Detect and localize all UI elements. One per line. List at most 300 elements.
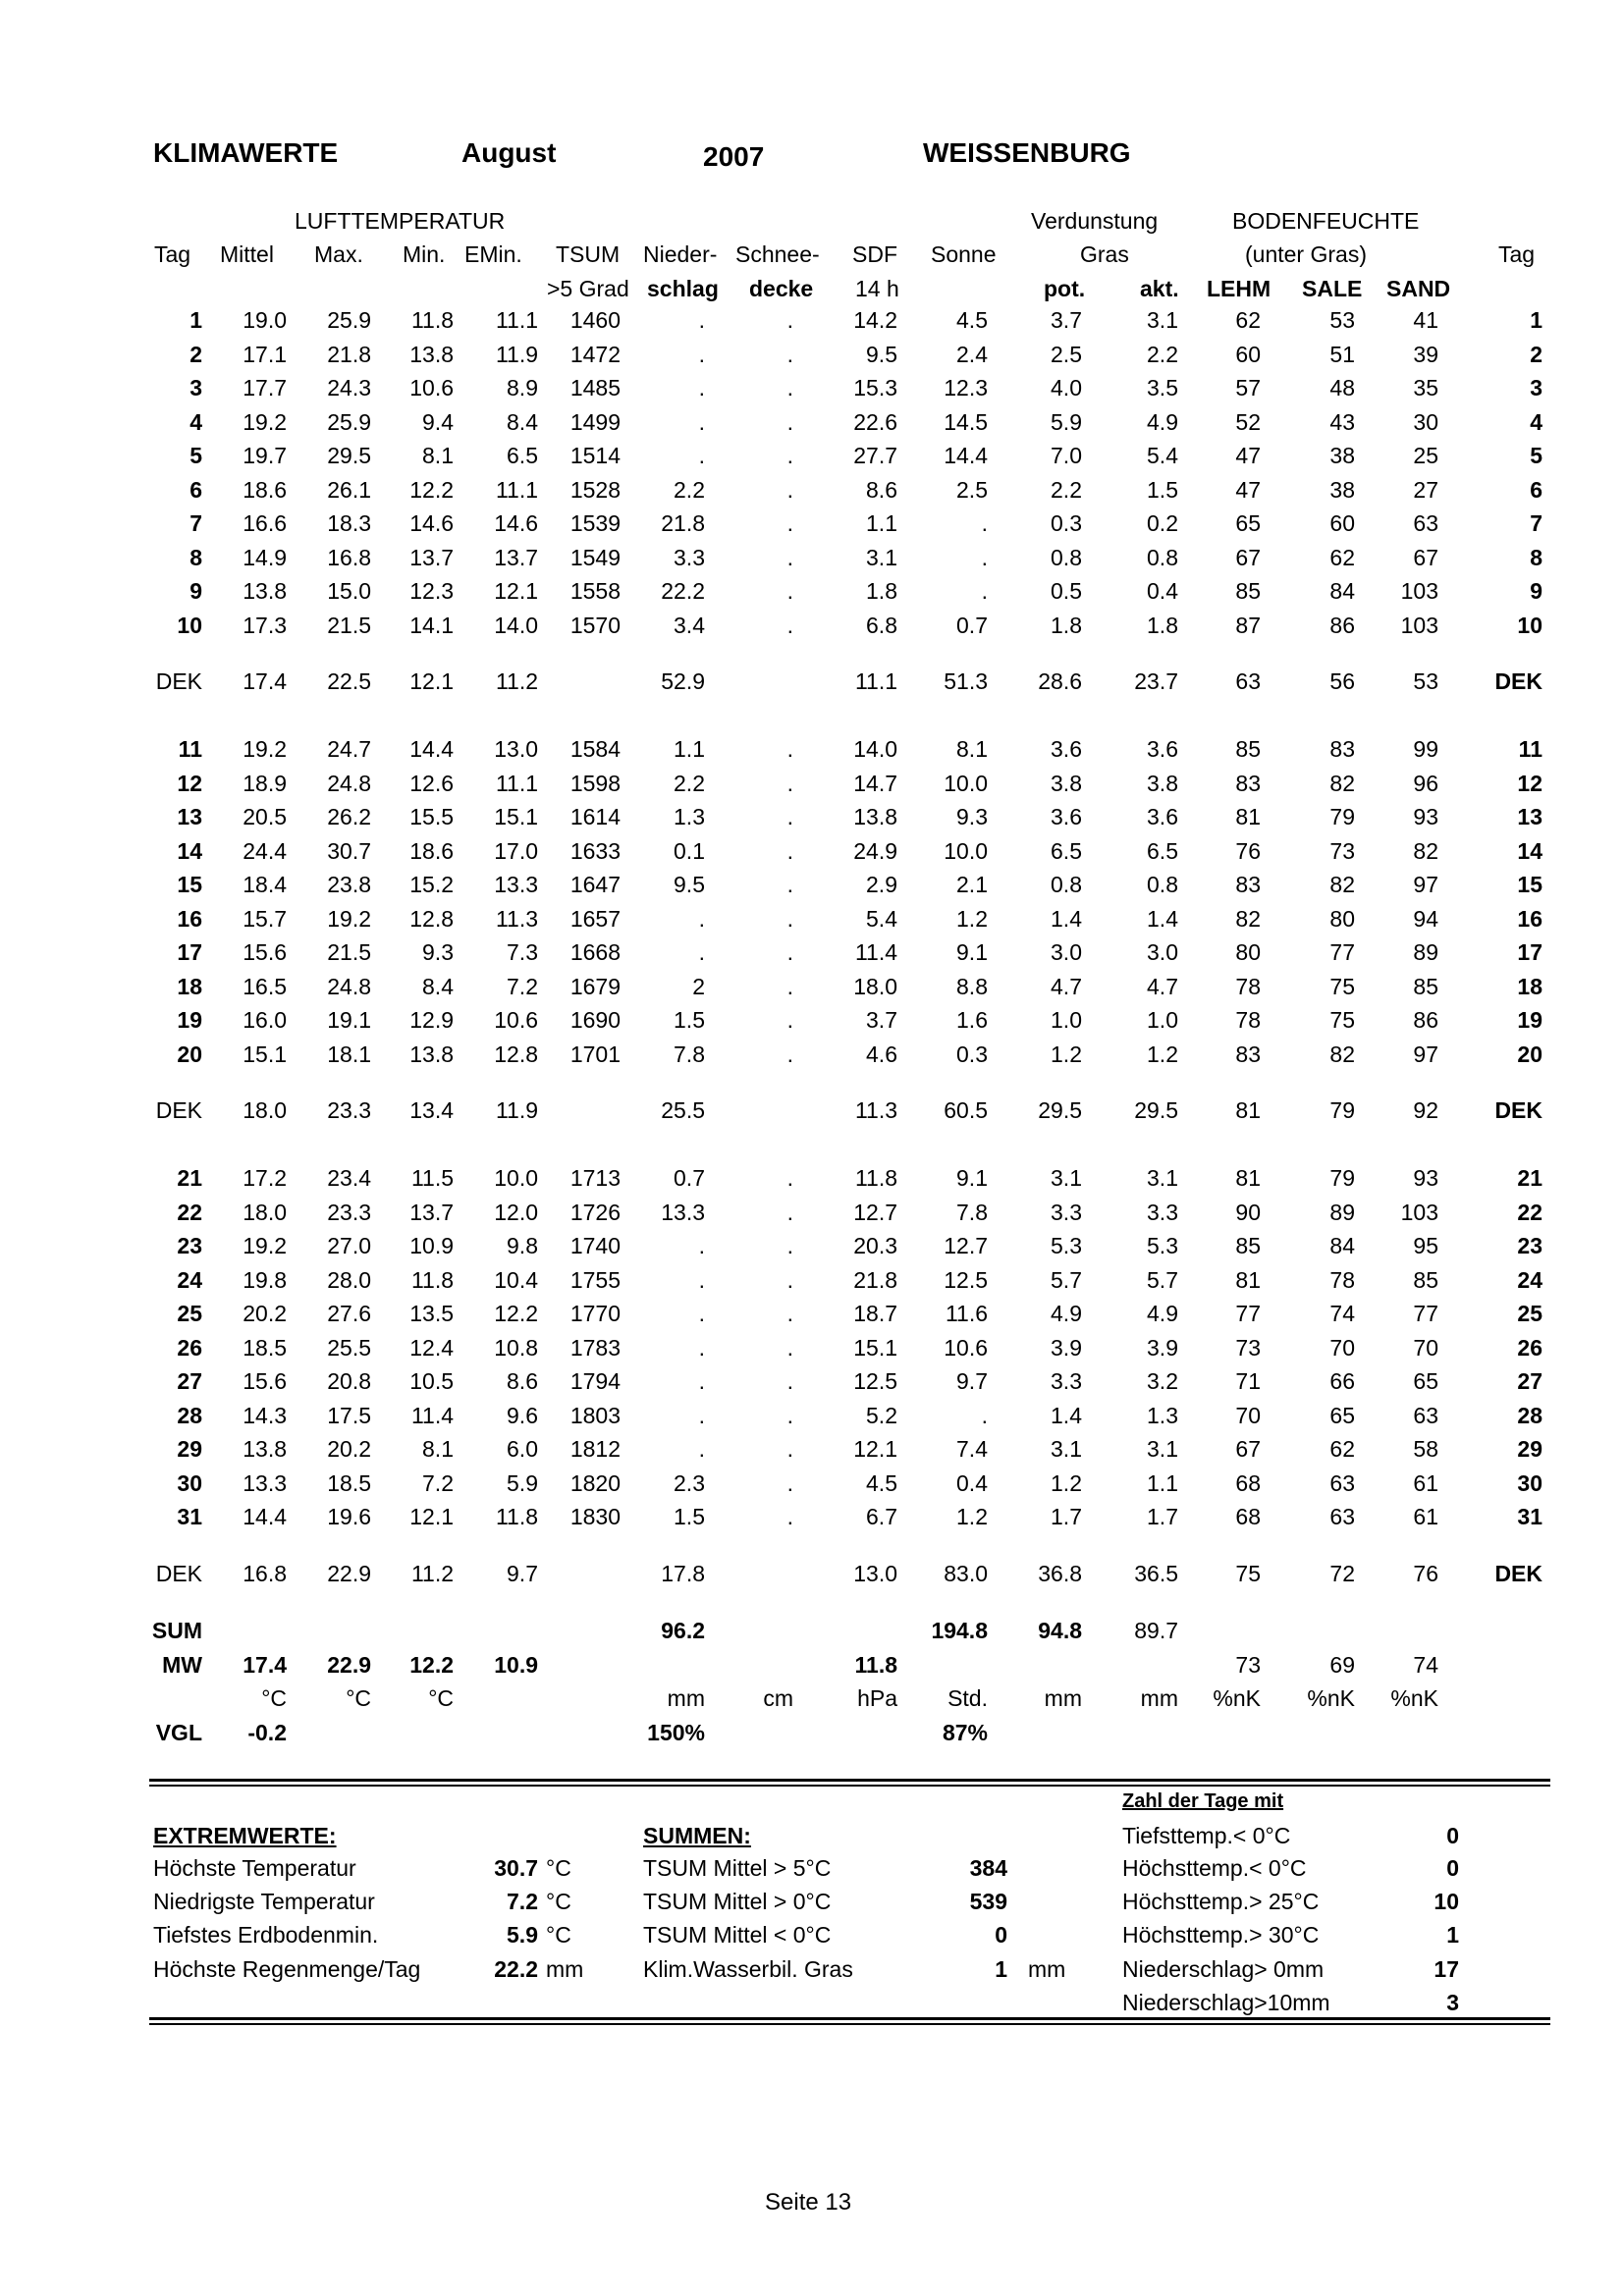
table-cell: 4.0 — [1051, 375, 1082, 400]
table-cell: 1.4 — [1051, 1402, 1082, 1428]
extremwerte-unit: °C — [546, 1922, 571, 1948]
table-cell — [909, 1650, 988, 1680]
table-cell: 66 — [1329, 1368, 1355, 1394]
table-cell: 4.9 — [1147, 408, 1178, 435]
table-cell: 2.5 — [956, 476, 988, 503]
table-cell: 15.6 — [243, 939, 287, 965]
table-cell: 2.4 — [956, 341, 988, 367]
table-cell: 8.1 — [956, 736, 988, 762]
table-cell: °C — [428, 1685, 454, 1711]
table-cell: 1820 — [569, 1469, 621, 1496]
report-year: 2007 — [703, 141, 765, 172]
table-cell: 8.6 — [507, 1368, 538, 1394]
group-header-verdunstung: Verdunstung — [1031, 208, 1159, 234]
table-cell: DEK — [1494, 1097, 1542, 1123]
table-cell: 13 — [1517, 804, 1542, 829]
table-cell: 4.5 — [956, 307, 988, 333]
separator-line-bottom — [149, 1785, 1550, 1787]
table-cell: . — [698, 939, 705, 965]
table-cell: 82 — [1329, 770, 1355, 796]
table-cell: . — [981, 544, 988, 570]
table-cell: 5.4 — [1147, 443, 1178, 468]
table-cell: 83 — [1329, 736, 1355, 762]
table-cell: 9.5 — [674, 872, 705, 897]
table-cell — [375, 1616, 454, 1645]
table-cell: 15.5 — [409, 804, 454, 829]
table-cell: 20.5 — [243, 804, 287, 829]
table-cell: 17 — [1517, 939, 1542, 965]
col-header-tag: Tag — [154, 241, 191, 267]
table-cell: 15.7 — [243, 905, 287, 932]
table-cell: . — [786, 872, 793, 897]
table-cell: 65 — [1413, 1368, 1438, 1394]
table-cell: 18.9 — [243, 770, 287, 796]
table-cell: 22 — [177, 1199, 202, 1225]
table-cell: 93 — [1413, 1165, 1438, 1191]
table-cell — [542, 667, 621, 696]
table-cell: 1713 — [569, 1165, 621, 1191]
table-cell: 3.8 — [1051, 770, 1082, 796]
table-cell — [293, 1616, 371, 1645]
table-cell: 1558 — [569, 578, 621, 604]
table-cell: 9.8 — [507, 1233, 538, 1258]
table-cell: . — [786, 804, 793, 829]
table-cell: 73 — [1235, 1334, 1261, 1361]
table-cell: 8.4 — [507, 408, 538, 435]
table-cell: 12.8 — [409, 905, 454, 932]
table-cell: 18.0 — [243, 1097, 287, 1123]
table-cell: 7.2 — [507, 973, 538, 999]
table-cell: 8.8 — [956, 973, 988, 999]
table-cell: 1539 — [569, 510, 621, 536]
table-cell — [542, 1616, 621, 1645]
table-cell: 18 — [1517, 973, 1542, 999]
table-cell: 25.9 — [327, 307, 371, 333]
table-cell — [460, 1683, 538, 1713]
table-cell: 3.1 — [1147, 1165, 1178, 1191]
table-cell: 1.2 — [1147, 1041, 1178, 1067]
table-cell: 23.3 — [327, 1097, 371, 1123]
table-cell — [460, 1616, 538, 1645]
table-cell: 14.1 — [409, 612, 454, 638]
table-cell: 60.5 — [944, 1097, 988, 1123]
table-cell: 2.3 — [674, 1469, 705, 1496]
table-cell: 10.4 — [494, 1266, 538, 1293]
table-cell: . — [786, 1368, 793, 1394]
table-cell: 1794 — [569, 1368, 621, 1394]
table-cell: 19.0 — [243, 307, 287, 333]
table-cell: 6.5 — [1147, 837, 1178, 864]
table-cell: 22.6 — [853, 408, 897, 435]
table-cell: 14.4 — [944, 443, 988, 468]
table-cell: 6.0 — [507, 1436, 538, 1462]
zahl-der-tage-value: 0 — [1446, 1823, 1459, 1848]
table-cell: . — [786, 1041, 793, 1067]
table-cell: 1584 — [569, 736, 621, 762]
table-cell: 20.2 — [243, 1301, 287, 1326]
table-cell: 1.3 — [674, 804, 705, 829]
zahl-der-tage-value: 17 — [1434, 1956, 1459, 1982]
extremwerte-value: 22.2 — [494, 1956, 538, 1982]
table-cell — [715, 667, 793, 696]
table-cell: 29 — [1517, 1436, 1542, 1462]
table-cell: 21.8 — [661, 510, 705, 536]
table-cell: 0.2 — [1147, 510, 1178, 536]
table-cell: 1.3 — [1147, 1402, 1178, 1428]
table-cell: 73 — [1235, 1652, 1261, 1678]
table-cell: 1.2 — [1051, 1469, 1082, 1496]
table-cell: 11.8 — [410, 307, 454, 333]
table-cell: 103 — [1400, 612, 1438, 638]
table-cell: 1.5 — [1147, 476, 1178, 503]
summen-label: TSUM Mittel < 0°C — [643, 1922, 832, 1948]
table-cell: 20 — [1517, 1041, 1542, 1067]
table-cell — [1276, 1718, 1355, 1747]
table-cell: 19 — [177, 1007, 202, 1033]
table-cell: 8 — [1530, 544, 1542, 570]
table-cell — [715, 1718, 793, 1747]
table-cell: 18.3 — [327, 510, 371, 536]
table-cell: 3.3 — [674, 544, 705, 570]
table-cell: 12.3 — [409, 578, 454, 604]
table-cell: 1.2 — [956, 1504, 988, 1529]
table-cell: 48 — [1329, 375, 1355, 400]
table-cell: 11.8 — [854, 1165, 897, 1191]
zahl-der-tage-label: Höchsttemp.> 25°C — [1122, 1889, 1320, 1914]
summen-unit: mm — [1028, 1956, 1066, 1982]
table-cell: 2.1 — [956, 872, 988, 897]
table-cell: 15.6 — [243, 1368, 287, 1394]
table-cell: 26.2 — [327, 804, 371, 829]
table-cell: 11.9 — [495, 1097, 538, 1123]
table-cell: 14.3 — [243, 1402, 287, 1428]
table-cell: cm — [763, 1685, 793, 1711]
table-cell: -0.2 — [247, 1720, 287, 1745]
table-cell: 68 — [1235, 1504, 1261, 1529]
table-cell: 29.5 — [1038, 1097, 1082, 1123]
table-cell: 29.5 — [1134, 1097, 1178, 1123]
table-cell: . — [786, 1007, 793, 1033]
table-cell: 7 — [1530, 510, 1542, 536]
table-cell: 18.5 — [327, 1469, 371, 1496]
table-cell — [542, 1718, 621, 1747]
table-cell: 53 — [1413, 668, 1438, 694]
table-cell: 89 — [1329, 1199, 1355, 1225]
table-cell: 82 — [1235, 905, 1261, 932]
table-cell: 93 — [1413, 804, 1438, 829]
table-cell — [542, 1095, 621, 1125]
col-subheader-schnee: decke — [749, 276, 814, 301]
table-cell: . — [786, 1334, 793, 1361]
table-cell: 10.0 — [944, 770, 988, 796]
table-cell: 22.5 — [327, 668, 371, 694]
col-subheader-sand: SAND — [1386, 276, 1451, 301]
table-cell: 4 — [189, 408, 202, 435]
table-cell — [1464, 1718, 1542, 1747]
table-cell: 81 — [1235, 1097, 1261, 1123]
table-cell: 11 — [1518, 736, 1542, 762]
table-cell: 60 — [1235, 341, 1261, 367]
table-cell: 9 — [1530, 578, 1542, 604]
table-cell: 1.7 — [1051, 1504, 1082, 1529]
table-cell: 7.8 — [674, 1041, 705, 1067]
table-cell — [1003, 1718, 1082, 1747]
table-cell: 1726 — [569, 1199, 621, 1225]
table-cell: 10.0 — [494, 1165, 538, 1191]
table-cell: 22.2 — [661, 578, 705, 604]
table-cell: 12.3 — [944, 375, 988, 400]
table-cell: 5 — [189, 443, 202, 468]
table-cell: 85 — [1413, 973, 1438, 999]
table-cell: 2.2 — [1147, 341, 1178, 367]
extremwerte-label: Höchste Regenmenge/Tag — [153, 1956, 421, 1982]
table-cell: 30.7 — [327, 837, 371, 864]
extremwerte-label: Höchste Temperatur — [153, 1855, 356, 1881]
table-cell: 60 — [1329, 510, 1355, 536]
table-cell: 1485 — [569, 375, 621, 400]
table-cell: . — [786, 905, 793, 932]
table-cell: 83 — [1235, 1041, 1261, 1067]
table-cell — [208, 1616, 287, 1645]
table-cell: 1701 — [569, 1041, 621, 1067]
table-cell: 11.8 — [854, 1652, 897, 1678]
table-cell: 5.7 — [1147, 1266, 1178, 1293]
table-cell: 15.1 — [853, 1334, 897, 1361]
table-cell — [626, 1650, 705, 1680]
table-cell: 14 — [177, 837, 202, 864]
col-header-sdf: SDF — [852, 241, 897, 267]
table-cell: 11 — [178, 736, 202, 762]
col-header-emin: EMin. — [464, 241, 522, 267]
extremwerte-unit: °C — [546, 1889, 571, 1914]
table-cell: 85 — [1235, 1233, 1261, 1258]
col-header-tsum: TSUM — [556, 241, 621, 267]
table-cell: 85 — [1235, 736, 1261, 762]
table-cell: 3.6 — [1051, 804, 1082, 829]
table-cell: 11.4 — [410, 1402, 454, 1428]
table-cell: 13.3 — [243, 1469, 287, 1496]
table-cell: 7.3 — [507, 939, 538, 965]
table-cell: 25 — [1413, 443, 1438, 468]
zahl-der-tage-label: Niederschlag>10mm — [1122, 1990, 1330, 2015]
table-cell: 81 — [1235, 1266, 1261, 1293]
table-cell: 18 — [177, 973, 202, 999]
table-cell: 16.8 — [327, 544, 371, 570]
table-cell: . — [786, 1301, 793, 1326]
table-cell: 19.7 — [243, 443, 287, 468]
table-cell: 2.5 — [1051, 341, 1082, 367]
table-cell: 17.4 — [243, 1652, 287, 1678]
table-cell: 17 — [177, 939, 202, 965]
table-cell: 11.8 — [410, 1266, 454, 1293]
table-cell: 1.0 — [1051, 1007, 1082, 1033]
table-cell — [819, 1718, 897, 1747]
table-cell: 4.9 — [1147, 1301, 1178, 1326]
table-cell: 1755 — [569, 1266, 621, 1293]
table-cell: 4.5 — [866, 1469, 897, 1496]
extremwerte-value: 30.7 — [494, 1855, 538, 1881]
table-cell: 24.9 — [853, 837, 897, 864]
table-cell: 12.7 — [944, 1233, 988, 1258]
table-cell: 13 — [177, 804, 202, 829]
table-cell: 78 — [1235, 973, 1261, 999]
table-cell: 3.6 — [1051, 736, 1082, 762]
table-cell: 82 — [1329, 872, 1355, 897]
table-cell: 85 — [1413, 1266, 1438, 1293]
table-cell: 41 — [1413, 307, 1438, 333]
table-cell: 8 — [189, 544, 202, 570]
table-cell: 56 — [1329, 668, 1355, 694]
table-cell: 7.2 — [422, 1469, 454, 1496]
table-cell: 76 — [1413, 1561, 1438, 1586]
table-cell: 68 — [1235, 1469, 1261, 1496]
table-cell: 3.3 — [1147, 1199, 1178, 1225]
table-cell: 15.3 — [853, 375, 897, 400]
table-cell: 96 — [1413, 770, 1438, 796]
table-cell: 0.8 — [1147, 872, 1178, 897]
table-cell: 11.1 — [495, 307, 538, 333]
table-cell: 12.1 — [494, 578, 538, 604]
table-cell: 52 — [1235, 408, 1261, 435]
zahl-der-tage-label: Tiefsttemp.< 0°C — [1122, 1823, 1291, 1848]
table-cell: 83.0 — [944, 1561, 988, 1586]
table-cell: 11.4 — [854, 939, 897, 965]
table-cell: 52.9 — [661, 668, 705, 694]
table-cell: 21 — [177, 1165, 202, 1191]
table-cell: 1.1 — [674, 736, 705, 762]
table-cell: 11.2 — [410, 1561, 454, 1586]
table-cell: 17.5 — [327, 1402, 371, 1428]
table-cell: 5.7 — [1051, 1266, 1082, 1293]
table-cell: 19.2 — [243, 1233, 287, 1258]
table-cell: . — [786, 1402, 793, 1428]
table-cell: 65 — [1329, 1402, 1355, 1428]
table-cell — [1100, 1650, 1178, 1680]
table-cell: 23.8 — [327, 872, 371, 897]
table-cell: 10.0 — [944, 837, 988, 864]
table-cell: 65 — [1235, 510, 1261, 536]
table-cell: 24 — [177, 1266, 202, 1293]
table-cell: 13.8 — [409, 341, 454, 367]
table-cell: 86 — [1329, 612, 1355, 638]
table-cell: . — [786, 476, 793, 503]
table-cell: 13.8 — [243, 578, 287, 604]
table-cell: 15 — [1517, 872, 1542, 897]
table-cell: 10.5 — [409, 1368, 454, 1394]
table-cell: 3.6 — [1147, 804, 1178, 829]
table-cell: 11.2 — [495, 668, 538, 694]
extremwerte-value: 7.2 — [507, 1889, 538, 1914]
table-cell: 36.5 — [1134, 1561, 1178, 1586]
table-cell: 18.1 — [327, 1041, 371, 1067]
table-cell: 3.3 — [1051, 1199, 1082, 1225]
extremwerte-value: 5.9 — [507, 1922, 538, 1948]
table-cell: 76 — [1235, 837, 1261, 864]
table-cell: 77 — [1413, 1301, 1438, 1326]
table-cell: 24.3 — [327, 375, 371, 400]
table-cell: 17.8 — [661, 1561, 705, 1586]
table-cell: 87 — [1235, 612, 1261, 638]
table-cell: 1668 — [569, 939, 621, 965]
table-cell: 95 — [1413, 1233, 1438, 1258]
table-cell: 14.6 — [409, 510, 454, 536]
table-cell: 6.5 — [1051, 837, 1082, 864]
table-cell: 7.0 — [1051, 443, 1082, 468]
zahl-der-tage-value: 3 — [1446, 1990, 1459, 2015]
table-cell: 18.4 — [243, 872, 287, 897]
table-cell: VGL — [155, 1720, 202, 1745]
table-cell: 67 — [1413, 544, 1438, 570]
table-cell: 11.6 — [945, 1301, 988, 1326]
table-cell: 12.1 — [409, 668, 454, 694]
page-number: Seite 13 — [765, 2189, 852, 2216]
table-cell: 3.1 — [1147, 1436, 1178, 1462]
table-cell: 2.2 — [674, 476, 705, 503]
table-cell: 2 — [1530, 341, 1542, 367]
table-cell: 78 — [1235, 1007, 1261, 1033]
table-cell: 10 — [1517, 612, 1542, 638]
table-cell: 9.7 — [507, 1561, 538, 1586]
table-cell: 10.8 — [494, 1334, 538, 1361]
table-cell: . — [698, 443, 705, 468]
table-cell: . — [786, 1266, 793, 1293]
table-cell: 25 — [177, 1301, 202, 1326]
table-cell: 11.5 — [410, 1165, 454, 1191]
table-cell: %nK — [1390, 1685, 1438, 1711]
table-cell: 83 — [1235, 872, 1261, 897]
table-cell — [1182, 1718, 1261, 1747]
table-cell: 57 — [1235, 375, 1261, 400]
extremwerte-label: Tiefstes Erdbodenmin. — [153, 1922, 379, 1948]
table-cell: mm — [1140, 1685, 1178, 1711]
table-cell: 16.8 — [243, 1561, 287, 1586]
col-subheader-sale: SALE — [1302, 276, 1363, 301]
table-cell: 1783 — [569, 1334, 621, 1361]
table-cell: 1647 — [569, 872, 621, 897]
table-cell: 22.9 — [327, 1561, 371, 1586]
table-cell: 39 — [1413, 341, 1438, 367]
table-cell: 80 — [1235, 939, 1261, 965]
table-cell: 24.7 — [327, 736, 371, 762]
table-cell: 79 — [1329, 1097, 1355, 1123]
table-cell: 63 — [1329, 1469, 1355, 1496]
table-cell: . — [981, 578, 988, 604]
table-cell: 92 — [1413, 1097, 1438, 1123]
table-cell: 15.2 — [409, 872, 454, 897]
table-cell: 9.3 — [422, 939, 454, 965]
col-subheader-sdf: 14 h — [855, 276, 899, 301]
table-cell: 21.5 — [327, 939, 371, 965]
table-cell: 94 — [1413, 905, 1438, 932]
table-cell: 13.7 — [409, 1199, 454, 1225]
table-cell: . — [698, 1402, 705, 1428]
table-cell — [819, 1616, 897, 1645]
table-cell: 1.7 — [1147, 1504, 1178, 1529]
table-cell: 28 — [1517, 1402, 1542, 1428]
table-cell — [1464, 1683, 1542, 1713]
table-cell: hPa — [857, 1685, 897, 1711]
table-cell: 1633 — [569, 837, 621, 864]
table-cell: . — [698, 1233, 705, 1258]
table-cell: 61 — [1413, 1504, 1438, 1529]
table-cell: . — [981, 510, 988, 536]
table-cell: 1460 — [569, 307, 621, 333]
table-cell: MW — [162, 1652, 202, 1678]
table-cell: 1514 — [569, 443, 621, 468]
table-cell: 21 — [1517, 1165, 1542, 1191]
table-cell: 10.9 — [494, 1652, 538, 1678]
table-cell: 58 — [1413, 1436, 1438, 1462]
